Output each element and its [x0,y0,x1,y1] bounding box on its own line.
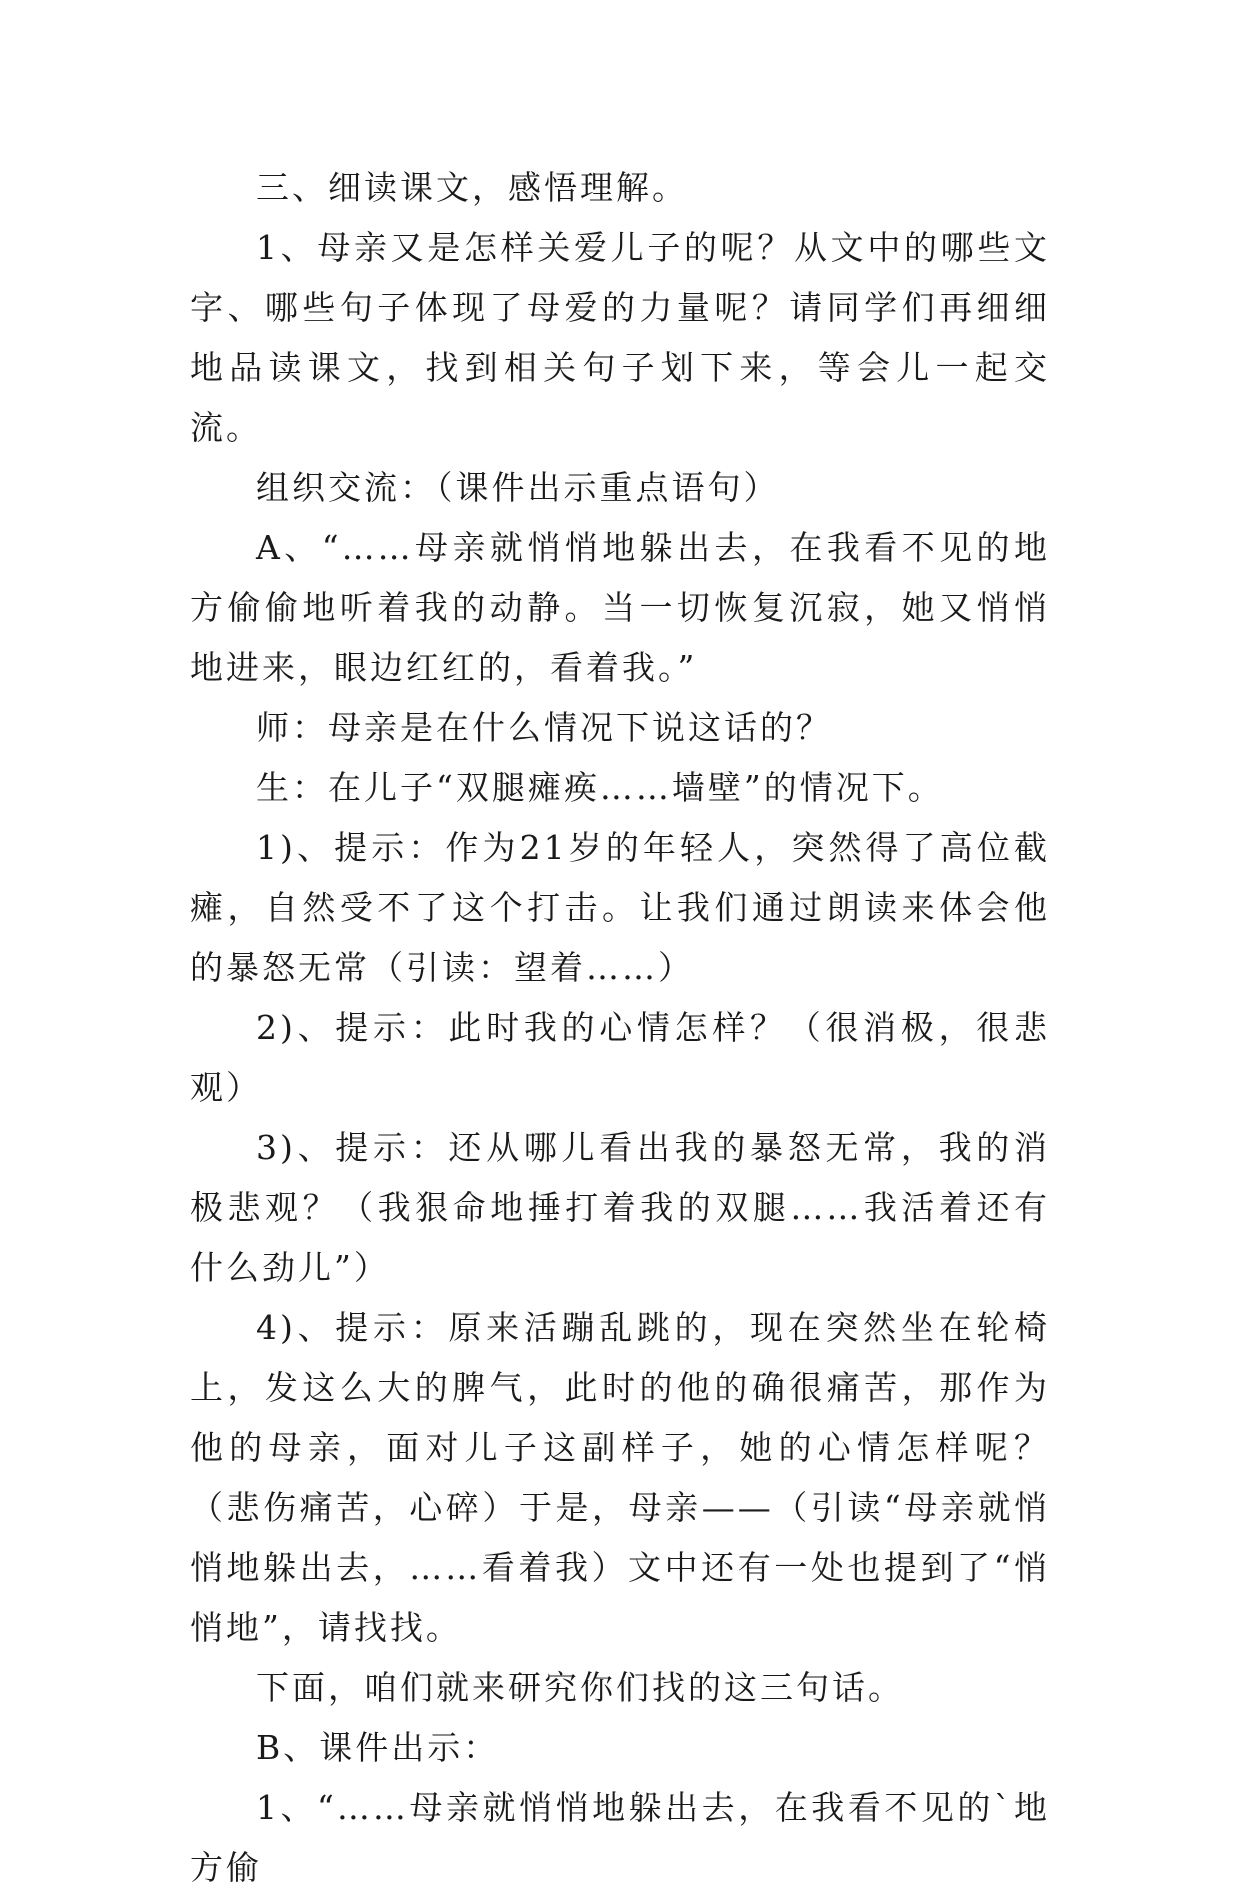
student-answer-paragraph: 生：在儿子“双腿瘫痪……墙壁”的情况下。 [256,768,944,807]
hint-3-paragraph: 3)、提示：还从哪儿看出我的暴怒无常，我的消极悲观？（我狠命地捶打着我的双腿……我活着还有什么劲儿”） [190,1128,1050,1287]
hint-4-paragraph: 4)、提示：原来活蹦乱跳的，现在突然坐在轮椅上，发这么大的脾气，此时的他的确很痛苦，那作为他的母亲，面对儿子这副样子，她的心情怎样呢？（悲伤痛苦，心碎）于是，母亲——（引读“母亲就悄悄地躲出去，……看着我）文中还有一处也提到了“悄悄地”，请找找。 [190,1308,1050,1647]
section-heading: 三、细读课文，感悟理解。 [256,168,688,207]
study-sentences-paragraph: 下面，咱们就来研究你们找的这三句话。 [256,1668,904,1707]
quote-1-paragraph: 1、“……母亲就悄悄地躲出去，在我看不见的`地方偷 [190,1788,1050,1887]
hint-1-paragraph: 1)、提示：作为21岁的年轻人，突然得了高位截瘫，自然受不了这个打击。让我们通过朗读来体会他的暴怒无常（引读：望着……） [190,828,1050,987]
document-body [190,158,1050,1898]
exchange-paragraph: 组织交流：（课件出示重点语句） [256,468,780,507]
quote-a-paragraph: A、“……母亲就悄悄地躲出去，在我看不见的地方偷偷地听着我的动静。当一切恢复沉寂，她又悄悄地进来，眼边红红的，看着我。” [190,528,1050,687]
hint-2-paragraph: 2)、提示：此时我的心情怎样？（很消极，很悲观） [190,1008,1050,1107]
courseware-b-paragraph: B、课件出示： [256,1728,500,1767]
teacher-question-paragraph: 师：母亲是在什么情况下说这话的？ [256,708,832,747]
question-paragraph: 1、母亲又是怎样关爱儿子的呢？从文中的哪些文字、哪些句子体现了母爱的力量呢？请同学们再细细地品读课文，找到相关句子划下来，等会儿一起交流。 [190,228,1050,447]
